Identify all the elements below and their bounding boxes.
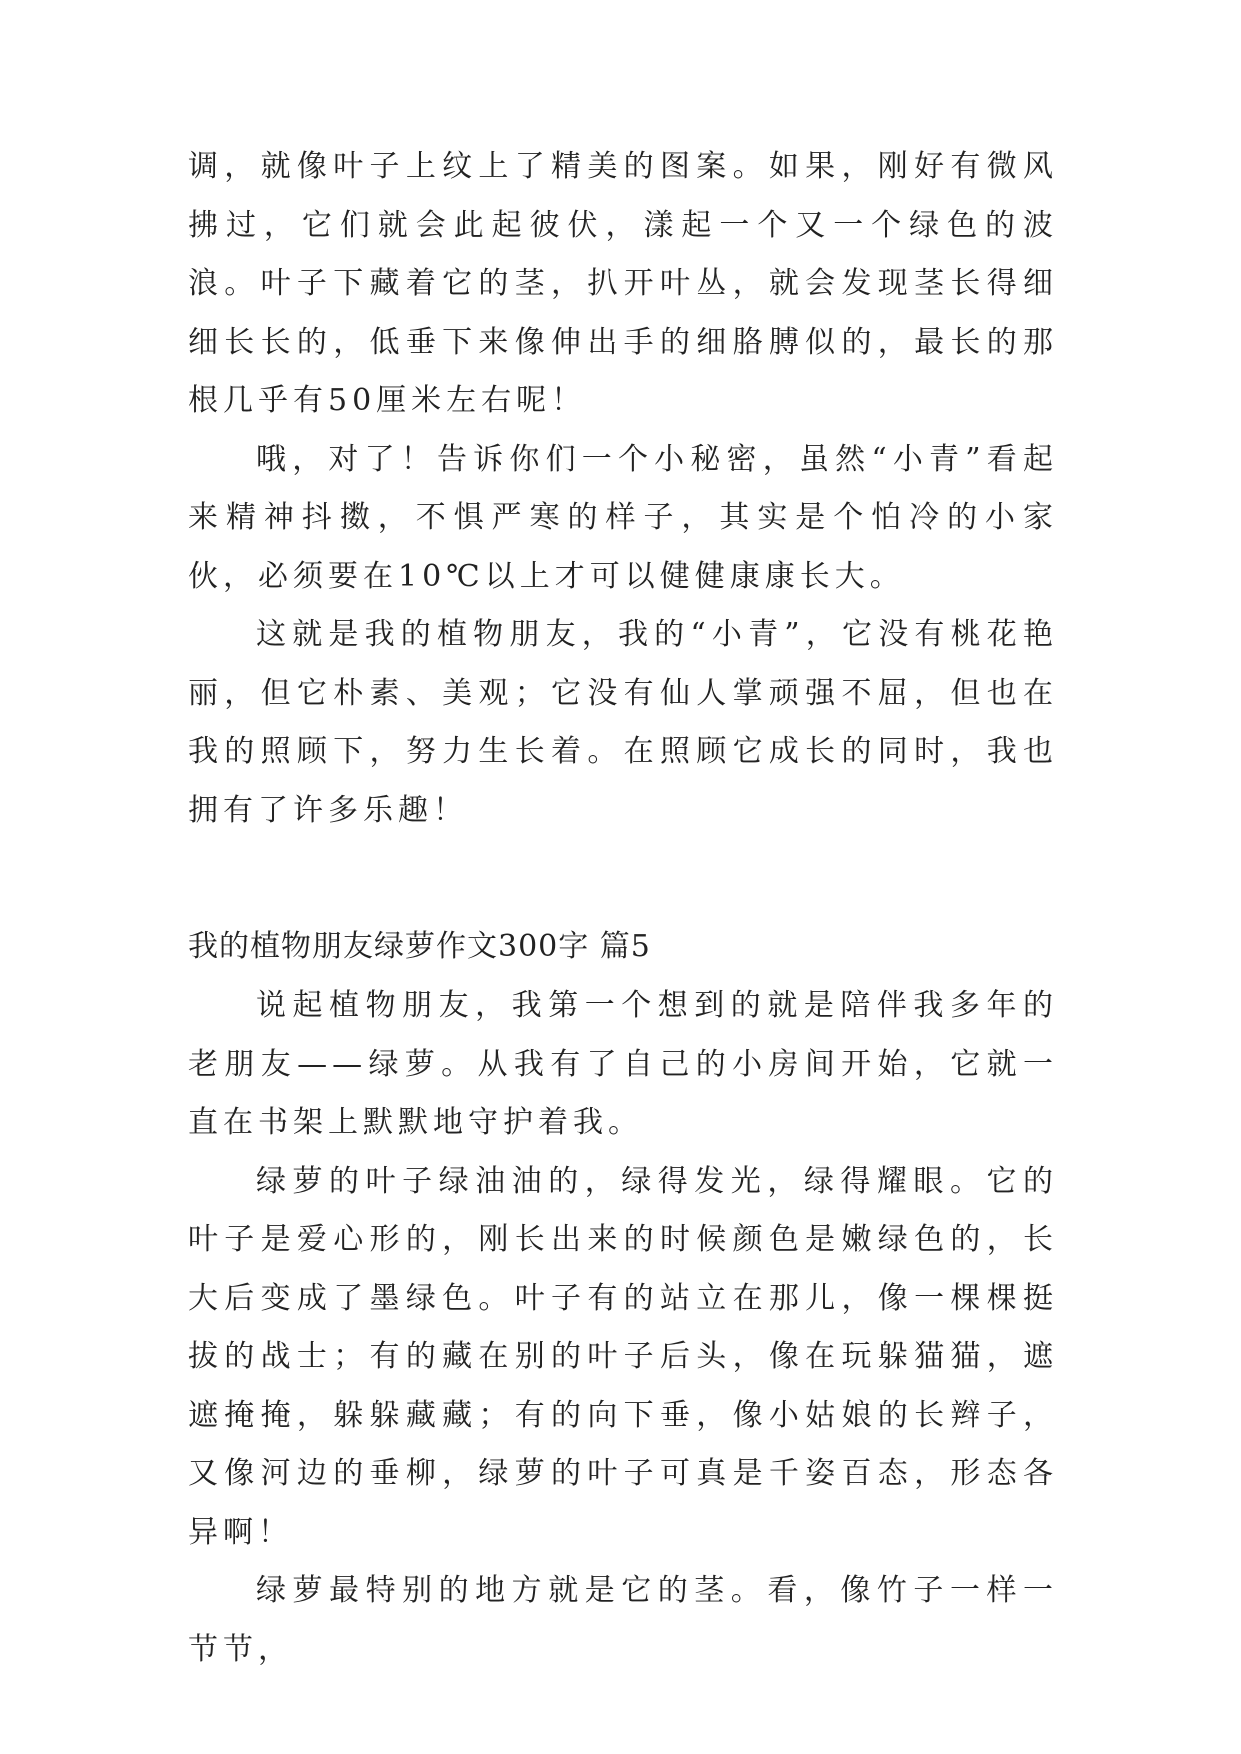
paragraph-leaf-stem: 调，就像叶子上纹上了精美的图案。如果，刚好有微风拂过，它们就会此起彼伏，漾起一个又一个绿色的波浪。叶子下藏着它的茎，扒开叶丛，就会发现茎长得细细长长的，低垂下来像伸出手的细胳膊似的，最长的那根几乎有50厘米左右呢！ [188, 149, 1058, 418]
paragraph-intro: 说起植物朋友，我第一个想到的就是陪伴我多年的老朋友——绿萝。从我有了自己的小房间开始，它就一直在书架上默默地守护着我。 [188, 988, 1058, 1140]
section-title: 我的植物朋友绿萝作文300字 篇5 [188, 929, 651, 964]
paragraph-conclusion: 这就是我的植物朋友，我的“小青”，它没有桃花艳丽，但它朴素、美观；它没有仙人掌顽强不屈，但也在我的照顾下，努力生长着。在照顾它成长的同时，我也拥有了许多乐趣！ [188, 617, 1058, 828]
paragraph-stem: 绿萝最特别的地方就是它的茎。看，像竹子一样一节节， [188, 1573, 1058, 1667]
essay-section-5 [188, 977, 1058, 1679]
paragraph-secret: 哦，对了！告诉你们一个小秘密，虽然“小青”看起来精神抖擞，不惧严寒的样子，其实是个怕冷的小家伙，必须要在10℃以上才可以健健康康长大。 [188, 441, 1058, 594]
essay-continuation [188, 138, 1058, 840]
paragraph-leaves: 绿萝的叶子绿油油的，绿得发光，绿得耀眼。它的叶子是爱心形的，刚长出来的时候颜色是嫩绿色的，长大后变成了墨绿色。叶子有的站立在那儿，像一棵棵挺拔的战士；有的藏在别的叶子后头，像在玩躲猫猫，遮遮掩掩，躲躲藏藏；有的向下垂，像小姑娘的长辫子，又像河边的垂柳，绿萝的叶子可真是千姿百态，形态各异啊！ [188, 1163, 1058, 1550]
